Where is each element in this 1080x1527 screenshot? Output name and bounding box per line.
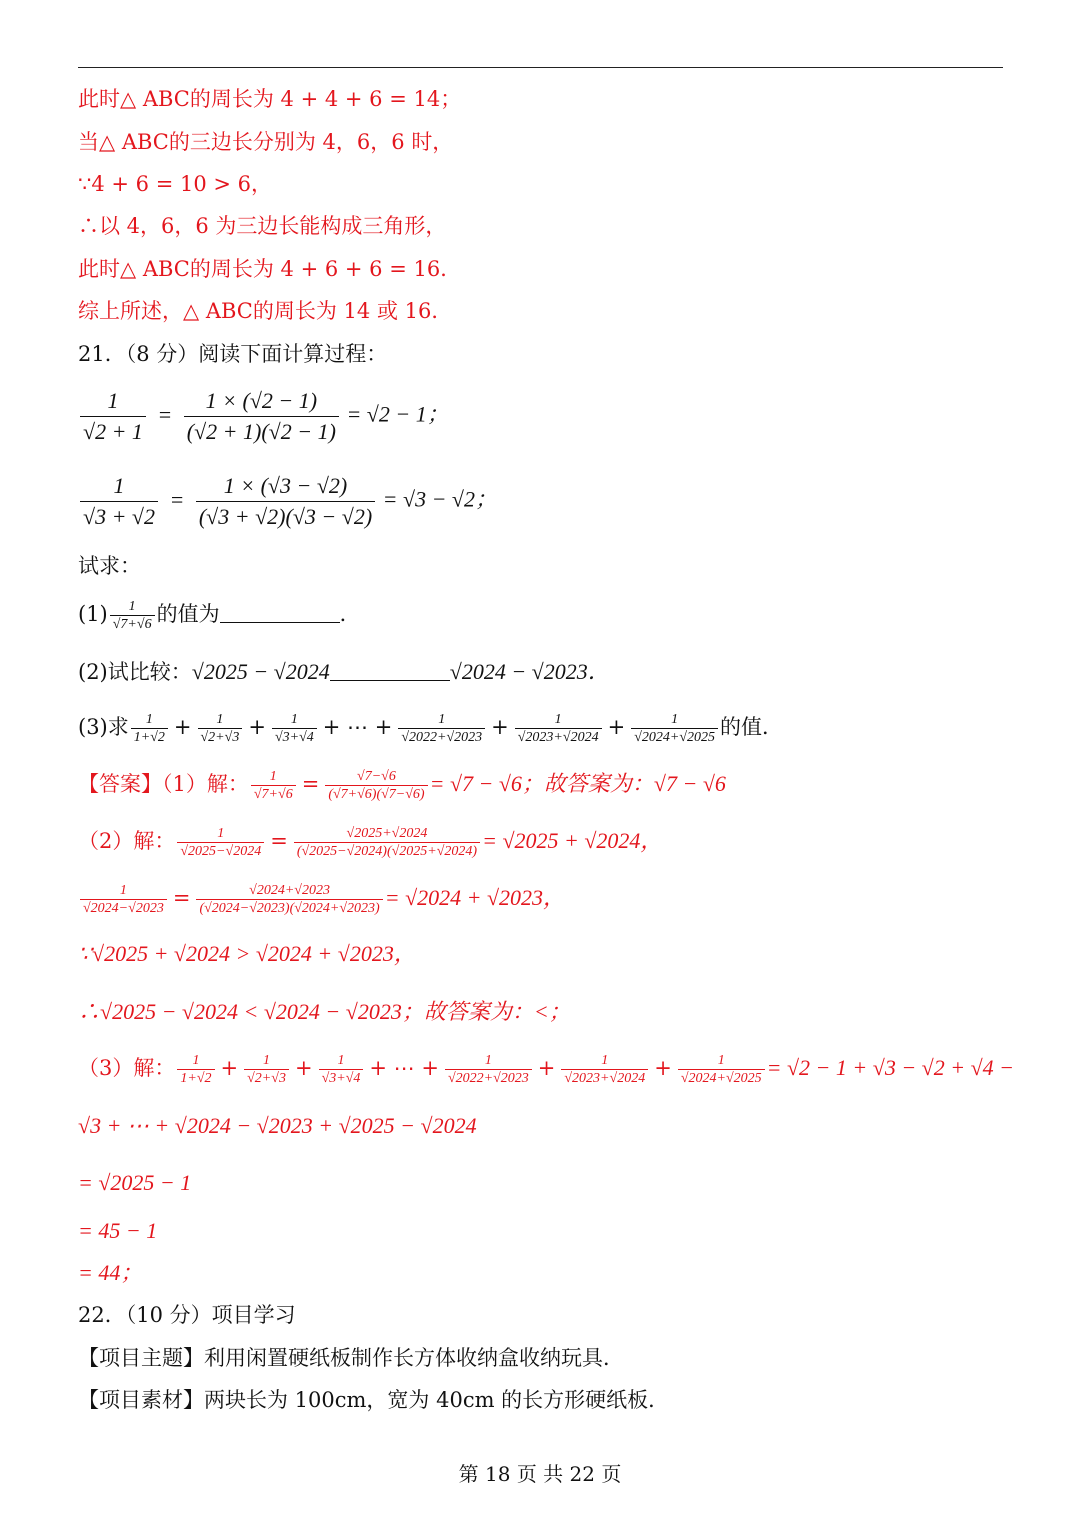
q21-part-2: [78, 658, 610, 686]
frac-den: √2024+√2025: [678, 1069, 765, 1087]
frac-p3-term-1: [131, 711, 168, 746]
frac-den: √2025−√2024: [177, 842, 264, 860]
frac-den: √7+√6: [110, 615, 155, 633]
frac-den: √2023+√2024: [515, 728, 602, 746]
frac-a1-mid: [325, 768, 427, 803]
solution-line-6: 综上所述，△ ABC的周长为 14 或 16．: [78, 299, 453, 323]
answer-8: = √2025 − 1: [78, 1170, 192, 1195]
answer-9: = 45 − 1: [78, 1218, 158, 1243]
frac-num: 1: [216, 712, 224, 727]
answer-blank-1[interactable]: [220, 602, 340, 623]
frac-eq2-lhs: [80, 471, 158, 532]
frac-num: 1 × (√2 − 1): [205, 388, 318, 413]
answer-5: ∴√2025 − √2024 < √2024 − √2023；故答案为：<；: [78, 999, 571, 1024]
frac-den: √2 + 1: [80, 416, 146, 447]
frac-num: 1: [217, 826, 225, 841]
frac-den: √3+√4: [319, 1069, 364, 1087]
answer-blank-2[interactable]: [330, 660, 450, 681]
frac-a3-mid: [196, 882, 382, 917]
frac-a6-term-4: [445, 1052, 532, 1087]
q21-part-3: (3)求 $\frac{1}{1+√2}$ + $\frac{1}{√2+√3}$ + $\frac{1}{√3+√4}$ + ⋯ + $\frac{1}{√2022+√2023}$ + $\frac{1}{√2023+√2024}$ + $\frac{1}{√2024+√2025}$ 的值．: [78, 712, 784, 745]
frac-a2-mid: [294, 825, 480, 860]
frac-den: √2024−√2023: [80, 899, 167, 917]
q22-theme: 【项目主题】利用闲置硬纸板制作长方体收纳盒收纳玩具．: [78, 1346, 624, 1370]
q21-example-2: $\frac{1}{√3 + √2}$ = $\frac{1 \times (√3 - √2)}{(√3 + √2)(√3 - √2)}$ = √3 − √2；: [78, 471, 497, 532]
frac-a6-term-5: [561, 1052, 648, 1087]
frac-num: √2025+√2024: [346, 826, 428, 841]
frac-num: 1: [113, 473, 125, 498]
frac-num: 1: [192, 1053, 200, 1068]
frac-den: √3+√4: [272, 728, 317, 746]
frac-num: √2024+√2023: [249, 883, 330, 898]
frac-p3-term-6: [631, 711, 718, 746]
frac-eq2-mid: [196, 471, 375, 532]
compare-left: √2025 − √2024: [191, 659, 330, 684]
answer-6-rhs: = √2 − 1 + √3 − √2 + √4 −: [766, 1055, 1015, 1080]
frac-den: (√2024−√2023)(√2024+√2023): [196, 899, 382, 917]
frac-num: 1: [554, 712, 562, 727]
frac-num: 1: [119, 883, 127, 898]
frac-den: √2022+√2023: [398, 728, 485, 746]
frac-a3: [80, 882, 167, 917]
answer-2: （2）解： $\frac{1}{√2025-√2024}$ = $\frac{√2025+√2024}{(√2025-√2024)(√2025+√2024)}$ = √2025 + √2024，: [78, 826, 663, 859]
frac-num: 1: [438, 712, 446, 727]
answer-3: $\frac{1}{√2024-√2023}$ = $\frac{√2024+√2023}{(√2024-√2023)(√2024+√2023)}$ = √2024 + √2023，: [78, 882, 565, 917]
answer-2-rhs: = √2025 + √2024，: [482, 828, 663, 853]
frac-den: (√2 + 1)(√2 − 1): [184, 416, 339, 447]
q21-try: 试求：: [78, 554, 141, 578]
answer-7: √3 + ⋯ + √2024 − √2023 + √2025 − √2024: [78, 1113, 477, 1138]
part-label: (1): [78, 602, 108, 626]
frac-eq1-mid: [184, 386, 339, 447]
q21-example-1: $\frac{1}{√2 + 1}$ = $\frac{1 \times (√2 - 1)}{(√2 + 1)(√2 - 1)}$ = √2 − 1；: [78, 386, 449, 447]
frac-num: 1: [269, 769, 277, 784]
frac-den: 1+√2: [177, 1069, 214, 1087]
frac-den: 1+√2: [131, 728, 168, 746]
frac-num: 1: [484, 1053, 492, 1068]
frac-num: √7−√6: [357, 769, 396, 784]
frac-den: √2022+√2023: [445, 1069, 532, 1087]
q21-heading: 21．（8 分）阅读下面计算过程：: [78, 342, 388, 366]
frac-num: 1: [717, 1053, 725, 1068]
part-label: (2)试比较：: [78, 660, 192, 684]
eq1-rhs: = √2 − 1；: [346, 401, 449, 427]
frac-num: 1: [337, 1053, 345, 1068]
frac-den: √7+√6: [251, 785, 296, 803]
frac-num: 1: [145, 712, 153, 727]
frac-num: 1: [263, 1053, 271, 1068]
page-footer: 第 18 页 共 22 页: [458, 1462, 622, 1486]
frac-den: √2+√3: [244, 1069, 289, 1087]
eq2-rhs: = √3 − √2；: [382, 486, 497, 512]
frac-a6-term-1: [177, 1052, 214, 1087]
frac-a2: [177, 825, 264, 860]
part-text: 的值．: [720, 715, 784, 739]
answer-1-rhs: = √7 − √6；故答案为：√7 − √6: [429, 771, 726, 796]
frac-num: 1: [107, 388, 119, 413]
compare-right: √2024 − √2023．: [449, 659, 610, 684]
frac-p3-term-4: [398, 711, 485, 746]
frac-den: (√3 + √2)(√3 − √2): [196, 501, 375, 532]
answer-1: 【答案】（1）解： $\frac{1}{√7+√6}$ = $\frac{√7-√6}{(√7+√6)(√7-√6)}$ = √7 − √6；故答案为：√7 − √6: [78, 769, 726, 802]
frac-den: √3 + √2: [80, 501, 158, 532]
answer-3-rhs: = √2024 + √2023，: [384, 885, 566, 910]
solution-line-2: 当△ ABC的三边长分别为 4，6，6 时，: [78, 130, 454, 154]
frac-a1: [251, 768, 296, 803]
answer-10: = 44；: [78, 1260, 143, 1285]
part-text: 的值为: [156, 602, 220, 626]
answer-label: （3）解：: [78, 1056, 176, 1080]
answer-4: ∵√2025 + √2024 > √2024 + √2023，: [78, 941, 416, 966]
answer-label: （2）解：: [78, 829, 176, 853]
answer-6: （3）解： $\frac{1}{1+√2}$ + $\frac{1}{√2+√3}$ + $\frac{1}{√3+√4}$ + ⋯ + $\frac{1}{√2022+√2023}$ + $\frac{1}{√2023+√2024}$ + $\frac{1}{√2024+√2025}$ = √2 − 1 + √3 − √2 + √4 −: [78, 1053, 1015, 1086]
q21-part-1: [78, 598, 361, 633]
frac-p3-term-2: [198, 711, 243, 746]
frac-num: 1: [290, 712, 298, 727]
frac-den: √2+√3: [198, 728, 243, 746]
q22-heading: 22．（10 分）项目学习: [78, 1303, 296, 1327]
header-rule: [78, 67, 1003, 68]
solution-line-4: ∴以 4，6，6 为三边长能构成三角形，: [78, 214, 447, 238]
part-label: (3)求: [78, 715, 129, 739]
frac-num: 1: [601, 1053, 609, 1068]
answer-label: 【答案】（1）解：: [78, 772, 249, 796]
frac-a6-term-2: [244, 1052, 289, 1087]
frac-den: √2023+√2024: [561, 1069, 648, 1087]
part-end: ．: [339, 602, 361, 626]
frac-p3-term-5: [515, 711, 602, 746]
solution-line-5: 此时△ ABC的周长为 4 + 6 + 6 = 16．: [78, 257, 462, 281]
frac-den: (√7+√6)(√7−√6): [325, 785, 427, 803]
frac-a6-term-6: [678, 1052, 765, 1087]
frac-num: 1: [128, 599, 136, 614]
solution-line-1: 此时△ ABC的周长为 4 + 4 + 6 = 14；: [78, 87, 462, 111]
ellipsis: + ⋯ +: [369, 1056, 439, 1080]
frac-den: (√2025−√2024)(√2025+√2024): [294, 842, 480, 860]
frac-p1: [110, 598, 155, 633]
solution-line-3: ∵4 + 6 = 10 > 6，: [78, 172, 273, 196]
ellipsis: + ⋯ +: [322, 715, 393, 739]
frac-a6-term-3: [319, 1052, 364, 1087]
q22-material: 【项目素材】两块长为 100cm，宽为 40cm 的长方形硬纸板．: [78, 1388, 670, 1412]
frac-p3-term-3: [272, 711, 317, 746]
frac-num: 1 × (√3 − √2): [223, 473, 348, 498]
frac-den: √2024+√2025: [631, 728, 718, 746]
frac-eq1-lhs: [80, 386, 146, 447]
frac-num: 1: [671, 712, 679, 727]
